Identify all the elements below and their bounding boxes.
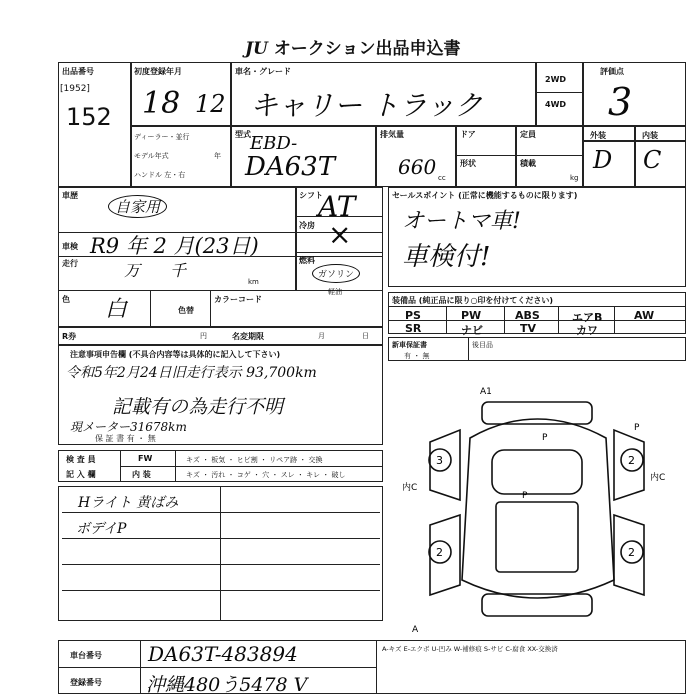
mileage-km: km [248,278,259,286]
fuel-label: 燃料 [299,256,315,265]
fuel-value: ガソリン [312,264,360,283]
car-diagram [400,380,690,640]
form-title [245,34,460,59]
model-label: 型式 [235,130,251,139]
model-value: DA63T [245,152,336,182]
ac-value: × [328,218,352,251]
inner-label: 内 装 [132,470,151,479]
sales-line2: 車検付! [402,242,491,272]
cc-label: 排気量 [380,130,404,139]
load-unit: kg [570,174,579,182]
lot-number: 152 [66,103,112,131]
drive-4wd: 4WD [545,100,567,109]
shift-label: シフト [299,191,323,200]
equip-sr: SR [405,322,422,335]
history-label: 車歴 [62,191,78,200]
diagram-a1: A1 [480,387,492,397]
model-year-unit: 年 [214,152,221,160]
sales-line1: オートマ車! [402,209,521,234]
interior-label: 内装 [642,131,658,140]
equipment-label: 装備品 (純正品に限り○印を付けてください) [392,296,554,305]
legend-text: A-キズ E-エクボ U-凹み W-補修痕 S-サビ C-腐食 XX-交換済 [382,645,558,653]
diagram-2-fr: 2 [628,454,635,467]
sales-label: セールスポイント (正常に機能するものに限ります) [392,191,578,200]
title-text: オークション出品申込書 [273,39,461,59]
color-value: 白 [105,297,128,322]
equip-airbag: エアB [572,311,603,324]
grade-score: 3 [608,80,633,124]
equip-ps: PS [405,309,421,322]
equip-abs: ABS [515,309,540,322]
equip-aw: AW [634,309,655,322]
notes-label: 注意事項申告欄 (不具合内容等は具体的に記入して下さい) [70,350,281,359]
diagram-3: 3 [436,454,443,467]
plate-value: 沖縄480う5478 V [146,674,308,696]
color-code-label: カラーコード [214,295,262,304]
new-car-value: 有 ・ 無 [404,352,430,360]
warranty: 保 証 書 有 ・ 無 [95,434,156,443]
notes-line3: 現メーター31678km [70,420,187,434]
new-car-box [388,337,686,361]
equip-leather: カワ [576,324,598,337]
diagram-2-rr: 2 [628,546,635,559]
recycle-label: R券 [62,332,77,341]
cc-value: 660 [398,155,437,179]
interior-grade: C [643,146,662,174]
first-reg-label: 初度登録年月 [134,67,182,76]
fw-text: キズ ・ 板気 ・ ヒビ割 ・ リペア跡 ・ 交換 [186,456,323,464]
model-year-label: モデル年式 [134,152,169,160]
handle-label: ハンドル 左・右 [134,171,186,179]
mileage-label: 走行 [62,259,78,268]
plate-label: 登録番号 [70,678,102,687]
exterior-label: 外装 [590,131,606,140]
history-value: 自家用 [108,195,167,218]
shape-label: 形状 [460,159,476,168]
inner-text: キズ ・ 汚れ ・ コゲ ・ 穴 ・ スレ ・ キレ ・ 破し [186,471,346,479]
entry-label: 記 入 欄 [66,470,96,479]
cc-unit: cc [438,174,446,182]
mileage-man: 万 [124,261,141,280]
recycle-row [58,327,383,345]
first-reg-year: 18 [142,86,181,121]
color-label: 色 [62,295,70,304]
chassis-label: 車台番号 [70,651,102,660]
new-car-label: 新車保証書 [392,341,427,349]
deadline-month: 月 [318,332,325,340]
chassis-value: DA63T-483894 [148,642,298,666]
diagram-p-center: P [522,491,528,501]
inspector-label: 検 査 員 [66,455,96,464]
car-name-label: 車名・グレード [235,67,291,76]
car-name: キャリー トラック [250,89,483,122]
equip-navi: ナビ [461,324,483,337]
color-tone-label: 色替 [178,306,194,315]
shift-value: AT [318,190,356,223]
inspection-value: R9 年 2 月(23日) [90,234,259,258]
notes-line1: 令和5年2月24日旧走行表示 93,700km [66,365,317,381]
door-label: ドア [460,130,476,139]
diagram-lc: 内C [402,483,418,493]
inspection-label: 車検 [62,242,78,251]
equip-tv: TV [520,322,537,335]
dealer-label: ディーラー・並行 [134,133,190,141]
grade-label: 評価点 [600,67,624,76]
fw-label: FW [138,454,153,463]
equip-pw: PW [461,309,482,322]
diagram-p-front: P [542,433,548,443]
drive-2wd: 2WD [545,75,567,84]
mileage-sen: 千 [170,261,187,280]
after-label: 後目品 [472,341,493,349]
first-reg-month: 12 [195,90,226,118]
diagram-2-rl: 2 [436,546,443,559]
load-label: 積載 [520,159,536,168]
notes-line2: 記載有の為走行不明 [112,396,284,418]
capacity-label: 定員 [520,130,536,139]
ac-label: 冷房 [299,221,315,230]
deadline-day: 日 [362,332,369,340]
fuel-diesel: 軽油 [328,288,342,296]
diagram-p-right: P [634,423,640,433]
deadline-label: 名変期限 [232,332,264,341]
recycle-yen: 円 [200,332,207,340]
diagram-rc: 内C [650,473,666,483]
model-prefix: EBD- [250,133,298,154]
remarks-line2: ボデイP [76,521,127,537]
lot-code: [1952] [60,84,90,94]
lot-label: 出品番号 [62,67,94,76]
brand-logo: JU [245,39,268,59]
exterior-grade: D [593,146,613,174]
diagram-a: A [412,625,419,635]
remarks-line1: Hライト 黄ばみ [78,495,179,511]
